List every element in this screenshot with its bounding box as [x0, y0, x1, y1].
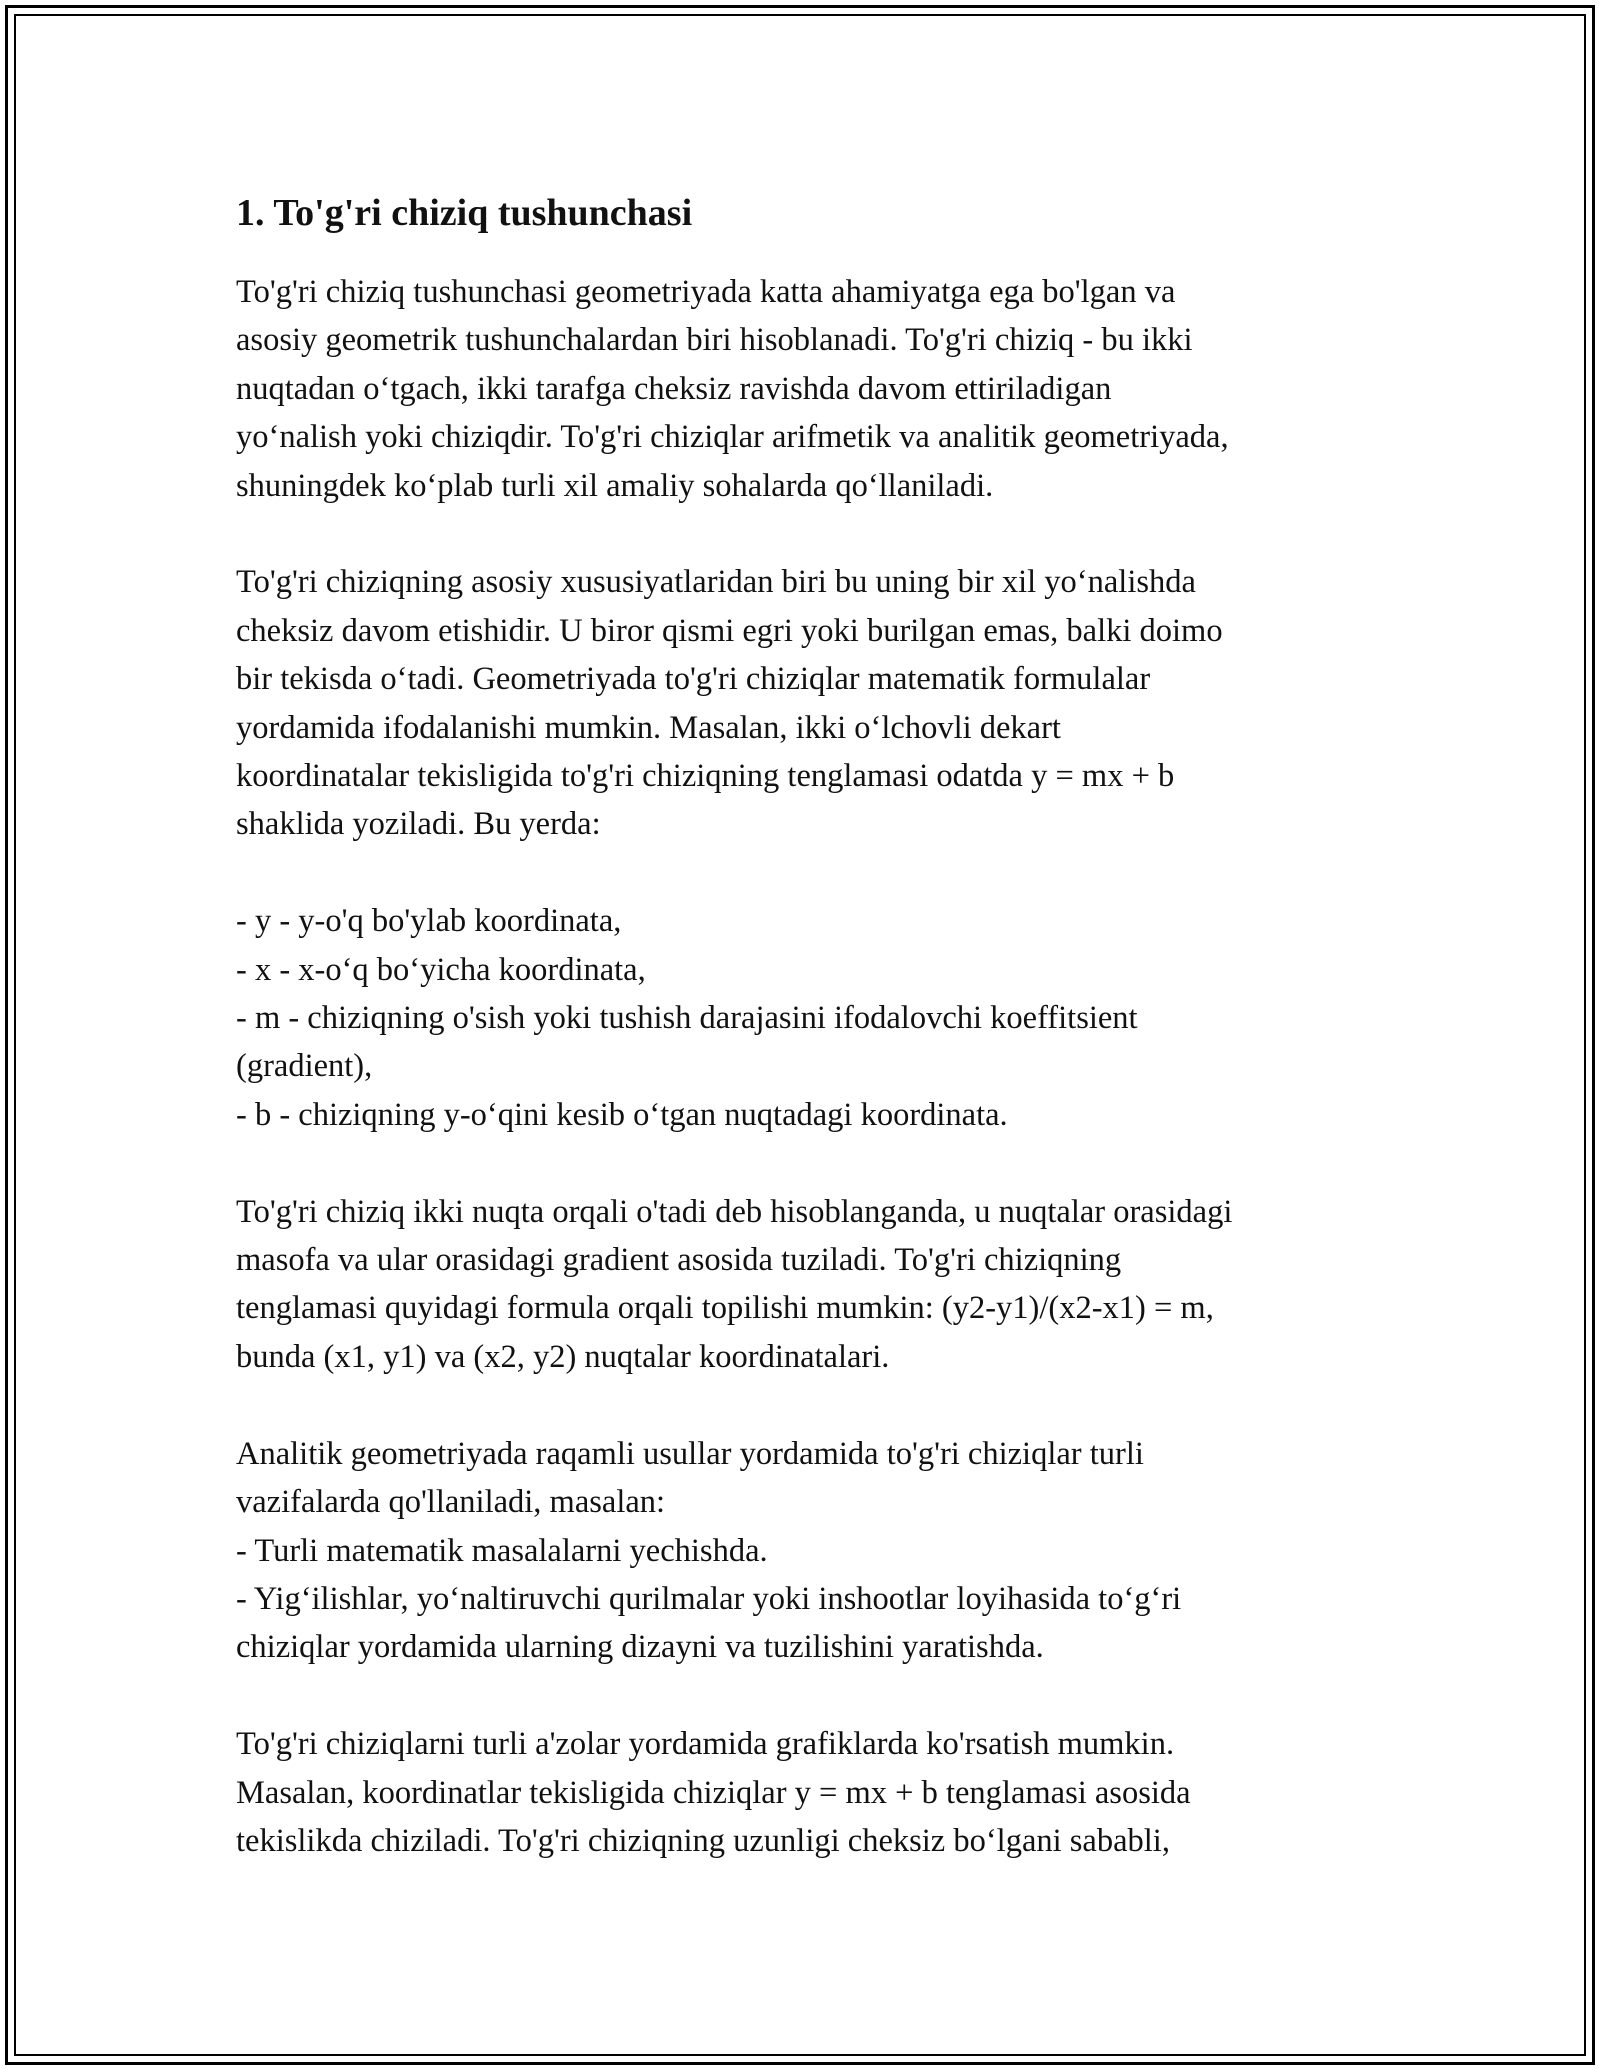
document-body	[236, 188, 1396, 1865]
text-line: bir tekisda o‘tadi. Geometriyada to'g'ri chiziqlar matematik formulalar	[236, 661, 1151, 698]
list-item-continuation: chiziqlar yordamida ularning dizayni va tuzilishini yaratishda.	[236, 1629, 1044, 1666]
paragraph-gap	[236, 1381, 1396, 1429]
text-line: yordamida ifodalanishi mumkin. Masalan, ikki o‘lchovli dekart	[236, 709, 1061, 746]
paragraph-gap	[236, 510, 1396, 558]
variable-list	[236, 897, 1396, 1139]
text-line: shaklida yoziladi. Bu yerda:	[236, 806, 601, 843]
list-item: - m - chiziqning o'sish yoki tushish darajasini ifodalovchi koeffitsient	[236, 1000, 1138, 1037]
text-line: To'g'ri chiziqning asosiy xususiyatlaridan biri bu uning bir xil yo‘nalishda	[236, 564, 1196, 601]
paragraph-gap	[236, 1672, 1396, 1720]
paragraph-intro	[236, 268, 1396, 510]
paragraph-gap	[236, 849, 1396, 897]
paragraph-two-points	[236, 1188, 1396, 1382]
list-item: - Yig‘ilishlar, yo‘naltiruvchi qurilmalar yoki inshootlar loyihasida to‘g‘ri	[236, 1580, 1182, 1617]
paragraph-applications	[236, 1430, 1396, 1672]
text-line: bunda (x1, y1) va (x2, y2) nuqtalar koordinatalari.	[236, 1338, 890, 1375]
list-item: - Turli matematik masalalarni yechishda.	[236, 1532, 768, 1569]
text-line: cheksiz davom etishidir. U biror qismi egri yoki burilgan emas, balki doimo	[236, 612, 1223, 649]
text-line: To'g'ri chiziq ikki nuqta orqali o'tadi deb hisoblanganda, u nuqtalar orasidagi	[236, 1193, 1233, 1230]
text-line: yo‘nalish yoki chiziqdir. To'g'ri chiziqlar arifmetik va analitik geometriyada,	[236, 419, 1229, 456]
text-line: koordinatalar tekisligida to'g'ri chiziqning tenglamasi odatda y = mx + b	[236, 758, 1175, 795]
text-line: Masalan, koordinatlar tekisligida chiziqlar y = mx + b tenglamasi asosida	[236, 1774, 1191, 1811]
paragraph-properties	[236, 558, 1396, 848]
paragraph-gap	[236, 1139, 1396, 1187]
text-line: tenglamasi quyidagi formula orqali topilishi mumkin: (y2-y1)/(x2-x1) = m,	[236, 1290, 1214, 1327]
list-item: - x - x-o‘q bo‘yicha koordinata,	[236, 951, 646, 988]
section-heading: 1. To'g'ri chiziq tushunchasi	[236, 192, 693, 234]
text-line: shuningdek ko‘plab turli xil amaliy sohalarda qo‘llaniladi.	[236, 467, 994, 504]
text-line: tekislikda chiziladi. To'g'ri chiziqning uzunligi cheksiz bo‘lgani sababli,	[236, 1822, 1170, 1859]
list-item-continuation: (gradient),	[236, 1048, 373, 1085]
text-line: Analitik geometriyada raqamli usullar yordamida to'g'ri chiziqlar turli	[236, 1435, 1144, 1472]
text-line: asosiy geometrik tushunchalardan biri hisoblanadi. To'g'ri chiziq - bu ikki	[236, 322, 1193, 359]
text-line: vazifalarda qo'llaniladi, masalan:	[236, 1484, 666, 1521]
text-line: To'g'ri chiziqlarni turli a'zolar yordamida grafiklarda ko'rsatish mumkin.	[236, 1726, 1175, 1763]
text-line: nuqtadan o‘tgach, ikki tarafga cheksiz ravishda davom ettiriladigan	[236, 370, 1112, 407]
text-line: To'g'ri chiziq tushunchasi geometriyada katta ahamiyatga ega bo'lgan va	[236, 274, 1176, 310]
list-item: - b - chiziqning y-o‘qini kesib o‘tgan nuqtadagi koordinata.	[236, 1096, 1008, 1133]
text-line: masofa va ular orasidagi gradient asosida tuziladi. To'g'ri chiziqning	[236, 1242, 1122, 1279]
list-item: - y - y-o'q bo'ylab koordinata,	[236, 903, 622, 940]
paragraph-graphs	[236, 1720, 1396, 1865]
